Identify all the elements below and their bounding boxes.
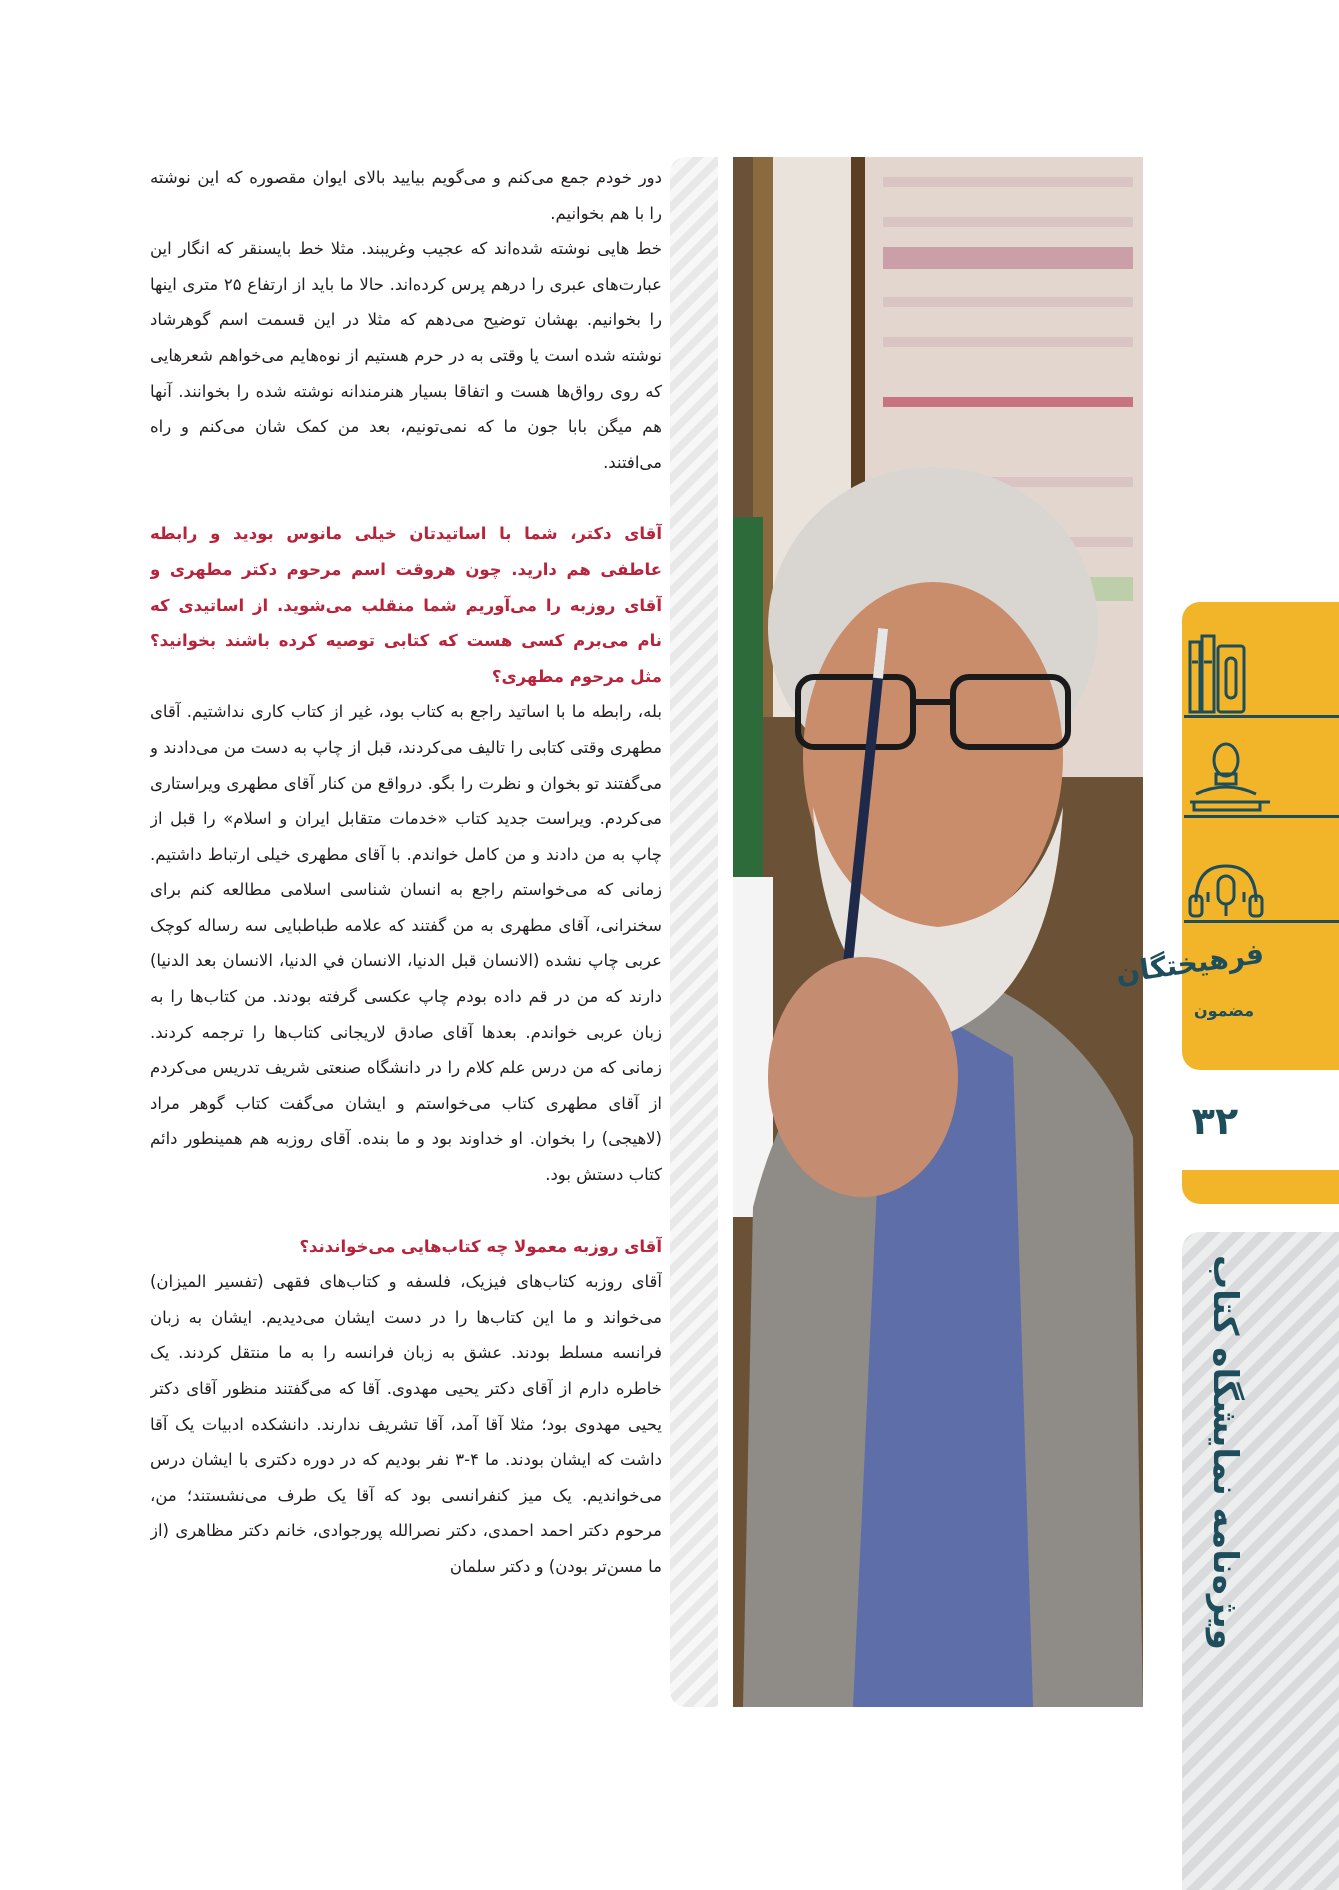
brand-name: فرهیختگان [1113, 936, 1266, 991]
interview-question: آقای دکتر، شما با اساتیدتان خیلی مانوس بودید و رابطه عاطفی هم دارید. چون هروقت اسم مرحوم دکتر مطهری و آقای روزبه را می‌آوریم شما منقلب می‌شوید. از اساتیدی که نام می‌برم کسی هست که کتابی توصیه کرده باشند بخوانید؟ مثل مرحوم مطهری؟ [150, 524, 662, 686]
portrait-photo [733, 157, 1143, 1707]
microphone-headphones-icon [1186, 862, 1266, 922]
shelf-line [1184, 815, 1339, 818]
interview-answer: آقای روزبه کتاب‌های فیزیک، فلسفه و کتاب‌های فقهی (تفسیر المیزان) می‌خواند و ما این کتاب‌ها را در دست ایشان می‌دیدیم. ایشان به زبان فرانسه مسلط بودند. عشق به زبان فرانسه را به ما منتقل کردند. یک خاطره دارم از آقای دکتر یحیی مهدوی. آقا که می‌گفتند منظور آقای دکتر یحیی مهدوی بود؛ مثلا آقا آمد، آقا تشریف ندارند. دانشکده ادبیات یک آقا داشت که ایشان بودند. ما ۴-۳ نفر بودیم که در دوره دکتری با ایشان درس می‌خواندیم. یک میز کنفرانسی بود که آقا یک طرف می‌نشستند؛ من، مرحوم دکتر احمد احمدی، دکتر نصرالله پورجوادی، خانم دکتر مظاهری (از ما مسن‌تر بودن) و دکتر سلمان [150, 1272, 662, 1576]
decorative-strip [670, 157, 718, 1707]
article-text-column [150, 160, 662, 1720]
sidebar-yellow-foot [1182, 1170, 1339, 1204]
books-icon [1186, 632, 1256, 716]
section-title-vertical: ویژه‌نامه نمایشگاه کتاب [1205, 1255, 1245, 1650]
book-stand-icon [1186, 740, 1276, 814]
interview-question: آقای روزبه معمولا چه کتاب‌هایی می‌خواندند؟ [299, 1236, 662, 1256]
page-number: ۳۲ [1191, 1099, 1239, 1143]
interview-answer: بله، رابطه ما با اساتید راجع به کتاب بود، غیر از کتاب کاری نداشتیم. آقای مطهری وقتی کتابی را تالیف می‌کردند، قبل از چاپ به دست من می‌دادند و می‌گفتند تو بخوان و نظرت را بگو. درواقع من کنار آقای مطهری ویراستاری می‌کردم. ویراست جدید کتاب «خدمات متقابل ایران و اسلام» را قبل از چاپ به من دادند و من کامل خواندم. با آقای مطهری خیلی ارتباط داشتیم. زمانی که می‌خواستم راجع به انسان شناسی اسلامی مطالعه کنم برای سخنرانی، آقای مطهری به من گفتند که علامه طباطبایی سه رساله کوچک عربی چاپ نشده (الانسان قبل الدنیا، الانسان في الدنیا، الانسان بعد الدنیا) دارند که من در قم داده بودم چاپ عکسی گرفته بودند. من کتاب‌ها را به زبان عربی خواندم. بعدها آقای صادق لاریجانی کتاب‌ها را ترجمه کردند. زمانی که من درس علم کلام را در دانشگاه صنعتی شریف تدریس می‌کردم از آقای مطهری کتاب می‌خواستم و ایشان می‌گفت کتاب گوهر مراد (لاهیجی) را بخوان. او خداوند بود و ما بنده. آقای روزبه هم همینطور دائم کتاب دستش بود. [150, 702, 662, 1185]
article-paragraph: خط هایی نوشته شده‌اند که عجیب وغریبند. مثلا خط بایسنقر که انگار این عبارت‌های عبری را درهم پرس کرده‌اند. حالا ما باید از ارتفاع ۲۵ متری اینها را بخوانیم. بهشان توضیح می‌دهم که مثلا در این قسمت اسم گوهرشاد نوشته شده است یا وقتی به در حرم هستیم از نوه‌هایم می‌خواهم شعرهایی که روی رواق‌ها هست و اتفاقا بسیار هنرمندانه نوشته شده را بخوانند. آنها هم میگن بابا جون ما که نمی‌تونیم، بعد من کمک شان می‌کنم و راه می‌افتند. [150, 239, 662, 472]
paragraph-spacer [150, 1193, 662, 1229]
article-paragraph: دور خودم جمع می‌کنم و می‌گویم بیایید بالای ایوان مقصوره که این نوشته را با هم بخوانیم. [150, 168, 662, 223]
brand-subtitle: مضمون [1193, 1001, 1255, 1020]
portrait-illustration [733, 157, 1143, 1707]
paragraph-spacer [150, 480, 662, 516]
publication-brand [1113, 936, 1266, 1052]
